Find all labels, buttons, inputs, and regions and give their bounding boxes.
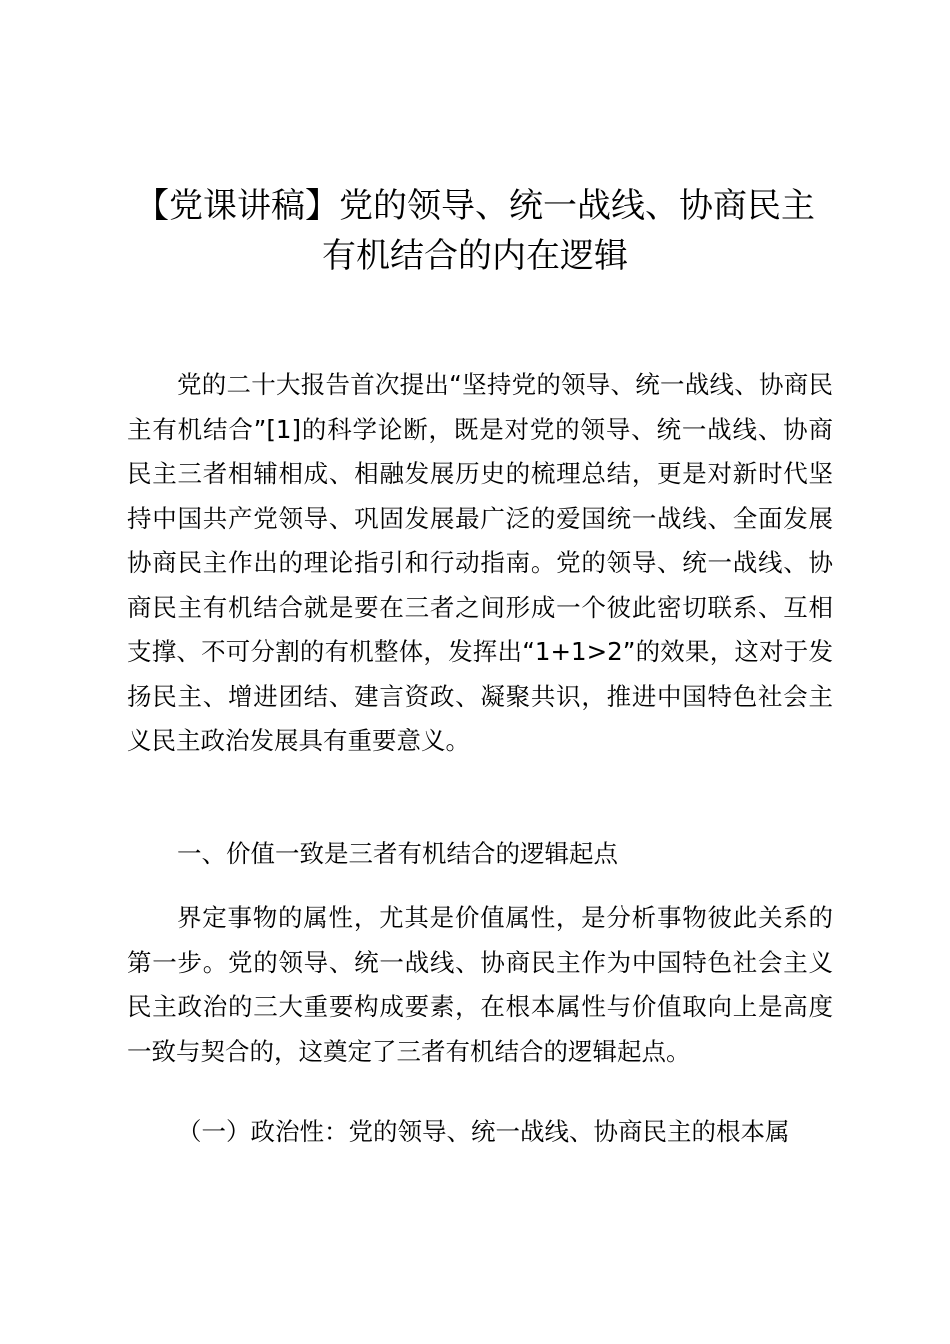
document-title-line-2: 有机结合的内在逻辑 <box>322 236 628 276</box>
document-title-line-1: 【党课讲稿】党的领导、统一战线、协商民主 <box>135 186 815 226</box>
section-heading-1: 一、价值一致是三者有机结合的逻辑起点 <box>177 839 618 868</box>
subsection-heading-1: （一）政治性：党的领导、统一战线、协商民主的根本属 <box>177 1117 790 1146</box>
section-paragraph: 界定事物的属性，尤其是价值属性，是分析事物彼此关系的第一步。党的领导、统一战线、协商民主作为中国特色社会主义民主政治的三大重要构成要素，在根本属性与价值取向上是高度一致与契合的，这奠定了三者有机结合的逻辑起点。 <box>127 903 833 1066</box>
intro-paragraph: 党的二十大报告首次提出“坚持党的领导、统一战线、协商民主有机结合”[1]的科学论断，既是对党的领导、统一战线、协商民主三者相辅相成、相融发展历史的梳理总结，更是对新时代坚持中国共产党领导、巩固发展最广泛的爱国统一战线、全面发展协商民主作出的理论指引和行动指南。党的领导、统一战线、协商民主有机结合就是要在三者之间形成一个彼此密切联系、互相支撑、不可分割的有机整体，发挥出“1+1>2”的效果，这对于发扬民主、增进团结、建言资政、凝聚共识，推进中国特色社会主义民主政治发展具有重要意义。 <box>127 370 833 755</box>
